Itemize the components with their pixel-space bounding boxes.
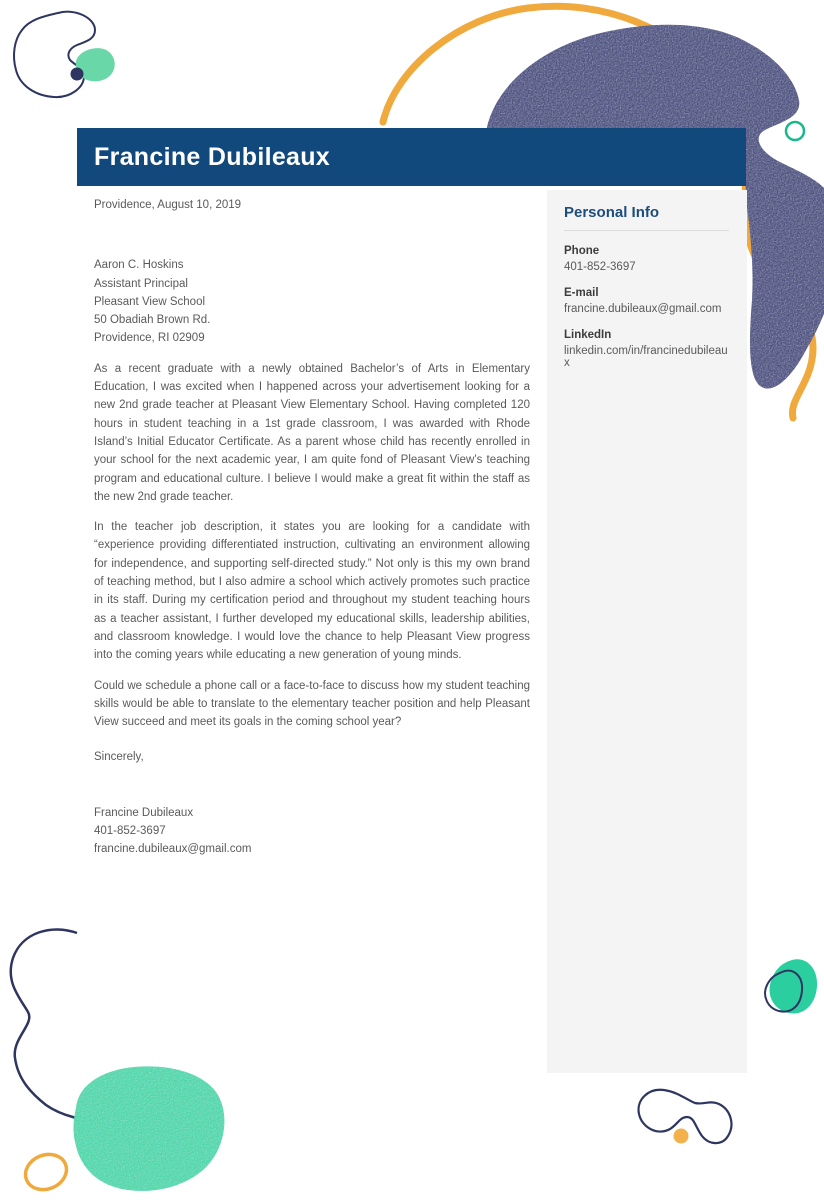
teal-ring-top-right [786,122,804,140]
contact-item-linkedin [564,329,729,369]
personal-info-panel [547,190,747,1073]
teal-blob-bottom-right [770,959,818,1013]
contact-label: E-mail [564,287,599,299]
signature-line: 401-852-3697 [94,825,166,838]
signature-line: francine.dubileaux@gmail.com [94,843,252,856]
navy-dot-top-left [71,68,84,81]
contact-item-phone [564,245,729,273]
letter-body [94,196,530,859]
recipient-line: Assistant Principal [94,277,188,290]
applicant-name: Francine Dubileaux [94,142,331,171]
recipient-line: Aaron C. Hoskins [94,259,184,272]
teal-texture-blob-bottom-left [60,1055,240,1200]
yellow-dot-bottom-right [674,1129,689,1144]
yellow-oval-bottom-left [20,1148,72,1195]
contact-value: linkedin.com/in/francinedubileaux [564,345,728,369]
signature-block [94,804,530,859]
signature-line: Francine Dubileaux [94,806,194,819]
letter-date: Providence, August 10, 2019 [94,199,242,211]
recipient-line: Providence, RI 02909 [94,332,205,345]
letter-header [77,128,746,186]
letter-paragraph: As a recent graduate with a newly obtained Bachelor’s of Arts in Elementary Education, I was excited when I happened across your advertisement looking for a new 2nd grade teacher at Pleasant View Elementary School. Having completed 120 hours in student teaching in a 1st grade classroom, I was awarded with Rhode Island’s Initial Educator Certificate. As a parent whose child has recently enrolled in your school for the next academic year, I am quite fond of Pleasant View’s teaching program and educational culture. I believe I would make a great fit within the staff as the new 2nd grade teacher. [94,362,530,503]
contact-value: 401-852-3697 [564,261,636,273]
personal-info-title: Personal Info [564,204,729,231]
contact-item-email [564,287,729,315]
contact-label: Phone [564,245,600,257]
letter-paragraph: Could we schedule a phone call or a face-to-face to discuss how my student teaching skills would be able to translate to the elementary teacher position and help Pleasant View succeed and meet its goals in the coming school year? [94,679,530,729]
closing: Sincerely, [94,751,144,764]
recipient-block [94,256,530,347]
recipient-line: 50 Obadiah Brown Rd. [94,314,211,327]
contact-label: LinkedIn [564,329,612,341]
letter-paragraph: In the teacher job description, it states you are looking for a candidate with “experience providing differentiated instruction, cultivating an environment allowing for independence, and supporting self-directed study.” Not only is this my own brand of teaching method, but I also admire a school which actively promotes such practice in its staff. During my certification period and throughout my student teaching hours as a teacher assistant, I further developed my educational skills, leadership abilities, and classroom knowledge. I would love the chance to help Pleasant View progress into the coming years while educating a new generation of young minds. [94,521,530,662]
contact-value: francine.dubileaux@gmail.com [564,303,722,315]
recipient-line: Pleasant View School [94,295,206,308]
